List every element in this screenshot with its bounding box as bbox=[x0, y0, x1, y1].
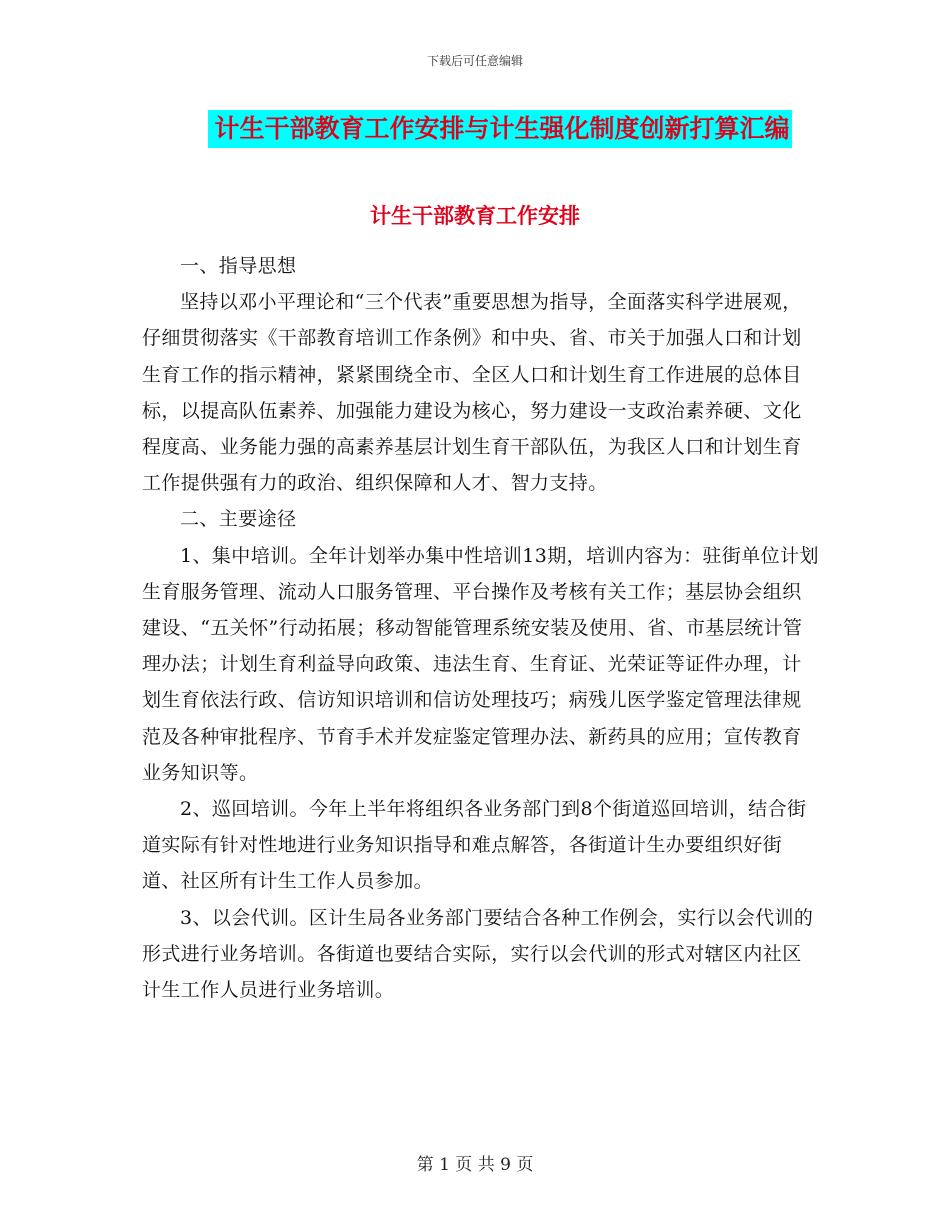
document-body bbox=[142, 248, 820, 1008]
page-footer: 第 1 页 共 9 页 bbox=[416, 1155, 534, 1175]
document-title-container bbox=[0, 110, 950, 148]
paragraph-meeting-training: 3、以会代训。区计生局各业务部门要结合各种工作例会，实行以会代训的形式进行业务培训。各街道也要结合实际，实行以会代训的形式对辖区内社区计生工作人员进行业务培训。 bbox=[142, 906, 814, 1002]
section-title: 计生干部教育工作安排 bbox=[370, 204, 580, 228]
paragraph-touring-training: 2、巡回培训。今年上半年将组织各业务部门到8个街道巡回培训，结合街道实际有针对性地进行业务知识指导和难点解答，各街道计生办要组织好街道、社区所有计生工作人员参加。 bbox=[142, 798, 807, 893]
heading-main-approaches: 二、主要途径 bbox=[180, 508, 297, 531]
page-header-note: 下载后可任意编辑 bbox=[426, 54, 523, 68]
document-title: 计生干部教育工作安排与计生强化制度创新打算汇编 bbox=[208, 110, 791, 148]
heading-guiding-ideology: 一、指导思想 bbox=[180, 255, 297, 277]
paragraph-centralized-training: 1、集中培训。全年计划举办集中性培训13期，培训内容为：驻街单位计划生育服务管理、流动人口服务管理、平台操作及考核有关工作；基层协会组织建设、“五关怀”行动拓展；移动智能管理系统安装及使用、省、市基层统计管理办法；计划生育利益导向政策、违法生育、生育证、光荣证等证件办理，计划生育依法行政、信访知识培训和信访处理技巧；病残儿医学鉴定管理法律规范及各种审批程序、节育手术并发症鉴定管理办法、新药具的应用；宣传教育业务知识等。 bbox=[142, 544, 819, 784]
paragraph-guiding-ideology: 坚持以邓小平理论和“三个代表”重要思想为指导，全面落实科学进展观，仔细贯彻落实《干部教育培训工作条例》和中央、省、市关于加强人口和计划生育工作的指示精神，紧紧围绕全市、全区人口和计划生育工作进展的总体目标，以提高队伍素养、加强能力建设为核心，努力建设一支政治素养硬、文化程度高、业务能力强的高素养基层计划生育干部队伍，为我区人口和计划生育工作提供强有力的政治、组织保障和人才、智力支持。 bbox=[142, 291, 802, 495]
